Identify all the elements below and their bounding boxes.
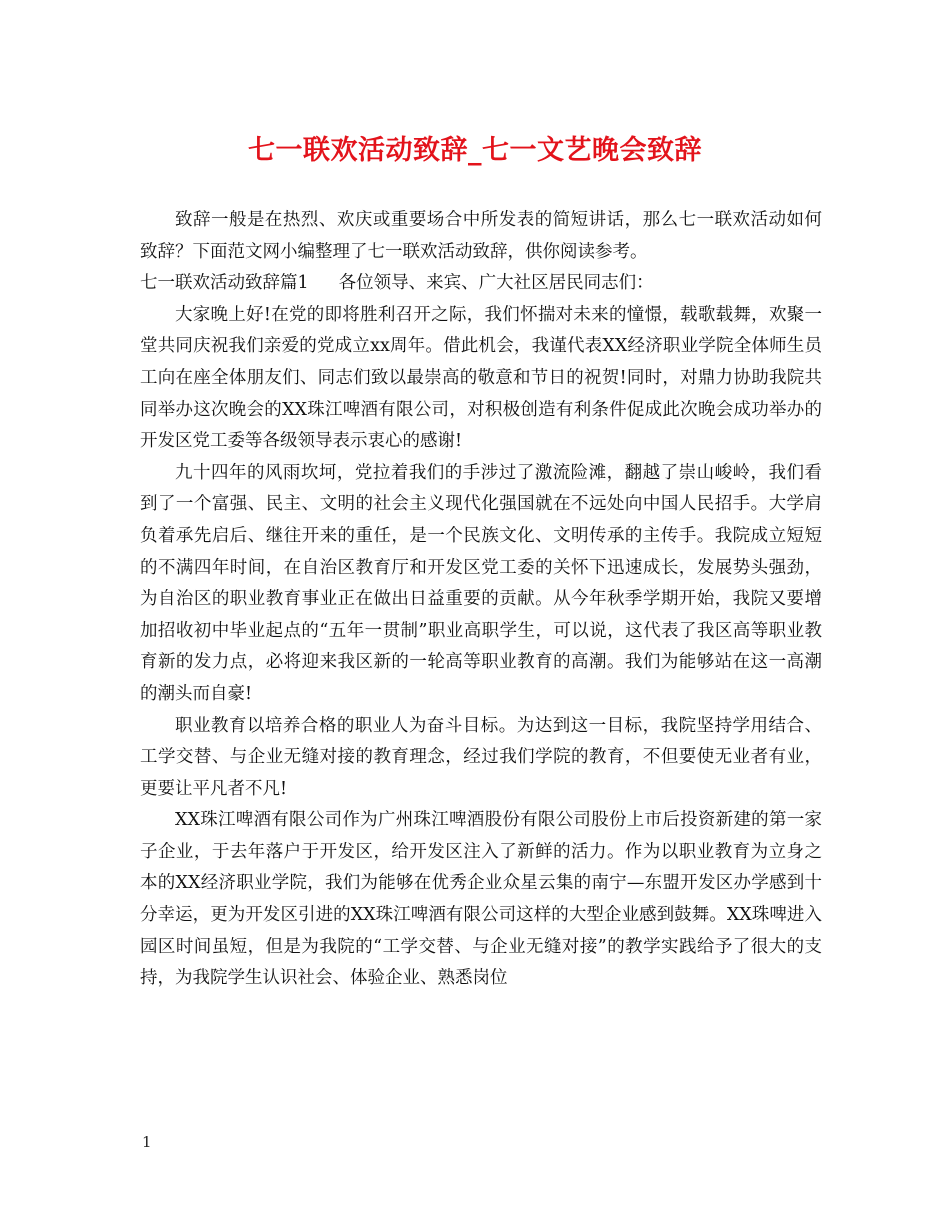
intro-paragraph: 致辞一般是在热烈、欢庆或重要场合中所发表的简短讲话，那么七一联欢活动如何致辞？下面范文网小编整理了七一联欢活动致辞，供你阅读参考。 <box>140 210 822 262</box>
document-body <box>140 205 822 995</box>
body-paragraph: 职业教育以培养合格的职业人为奋斗目标。为达到这一目标，我院坚持学用结合、工学交替、与企业无缝对接的教育理念，经过我们学院的教育，不但要使无业者有业，更要让平凡者不凡! <box>140 715 822 799</box>
body-paragraph: 九十四年的风雨坎坷，党拉着我们的手涉过了激流险滩，翻越了崇山峻岭，我们看到了一个富强、民主、文明的社会主义现代化强国就在不远处向中国人民招手。大学肩负着承先启后、继往开来的重任，是一个民族文化、文明传承的主传手。我院成立短短的不满四年时间，在自治区教育厅和开发区党工委的关怀下迅速成长，发展势头强劲，为自治区的职业教育事业正在做出日益重要的贡献。从今年秋季学期开始，我院又要增加招收初中毕业起点的“五年一贯制”职业高职学生，可以说，这代表了我区高等职业教育新的发力点，必将迎来我区新的一轮高等职业教育的高潮。我们为能够站在这一高潮的潮头而自豪! <box>140 462 822 704</box>
document-title: 七一联欢活动致辞_七一文艺晚会致辞 <box>248 135 702 166</box>
section-heading: 七一联欢活动致辞篇1 <box>140 273 309 294</box>
body-paragraph: XX珠江啤酒有限公司作为广州珠江啤酒股份有限公司股份上市后投资新建的第一家子企业，于去年落户于开发区，给开发区注入了新鲜的活力。作为以职业教育为立身之本的XX经济职业学院，我们为能够在优秀企业众星云集的南宁—东盟开发区办学感到十分幸运，更为开发区引进的XX珠江啤酒有限公司这样的大型企业感到鼓舞。XX珠啤进入园区时间虽短，但是为我院的“工学交替、与企业无缝对接”的教学实践给予了很大的支持，为我院学生认识社会、体验企业、熟悉岗位 <box>140 810 822 989</box>
salutation: 各位领导、来宾、广大社区居民同志们： <box>338 273 654 294</box>
body-paragraph: 大家晚上好!在党的即将胜利召开之际，我们怀揣对未来的憧憬，载歌载舞，欢聚一堂共同庆祝我们亲爱的党成立xx周年。借此机会，我谨代表XX经济职业学院全体师生员工向在座全体朋友们、同志们致以最崇高的敬意和节日的祝贺!同时，对鼎力协助我院共同举办这次晚会的XX珠江啤酒有限公司，对积极创造有利条件促成此次晚会成功举办的开发区党工委等各级领导表示衷心的感谢! <box>140 304 822 452</box>
page-number: 1 <box>142 1133 152 1151</box>
section-heading-line <box>140 268 822 300</box>
